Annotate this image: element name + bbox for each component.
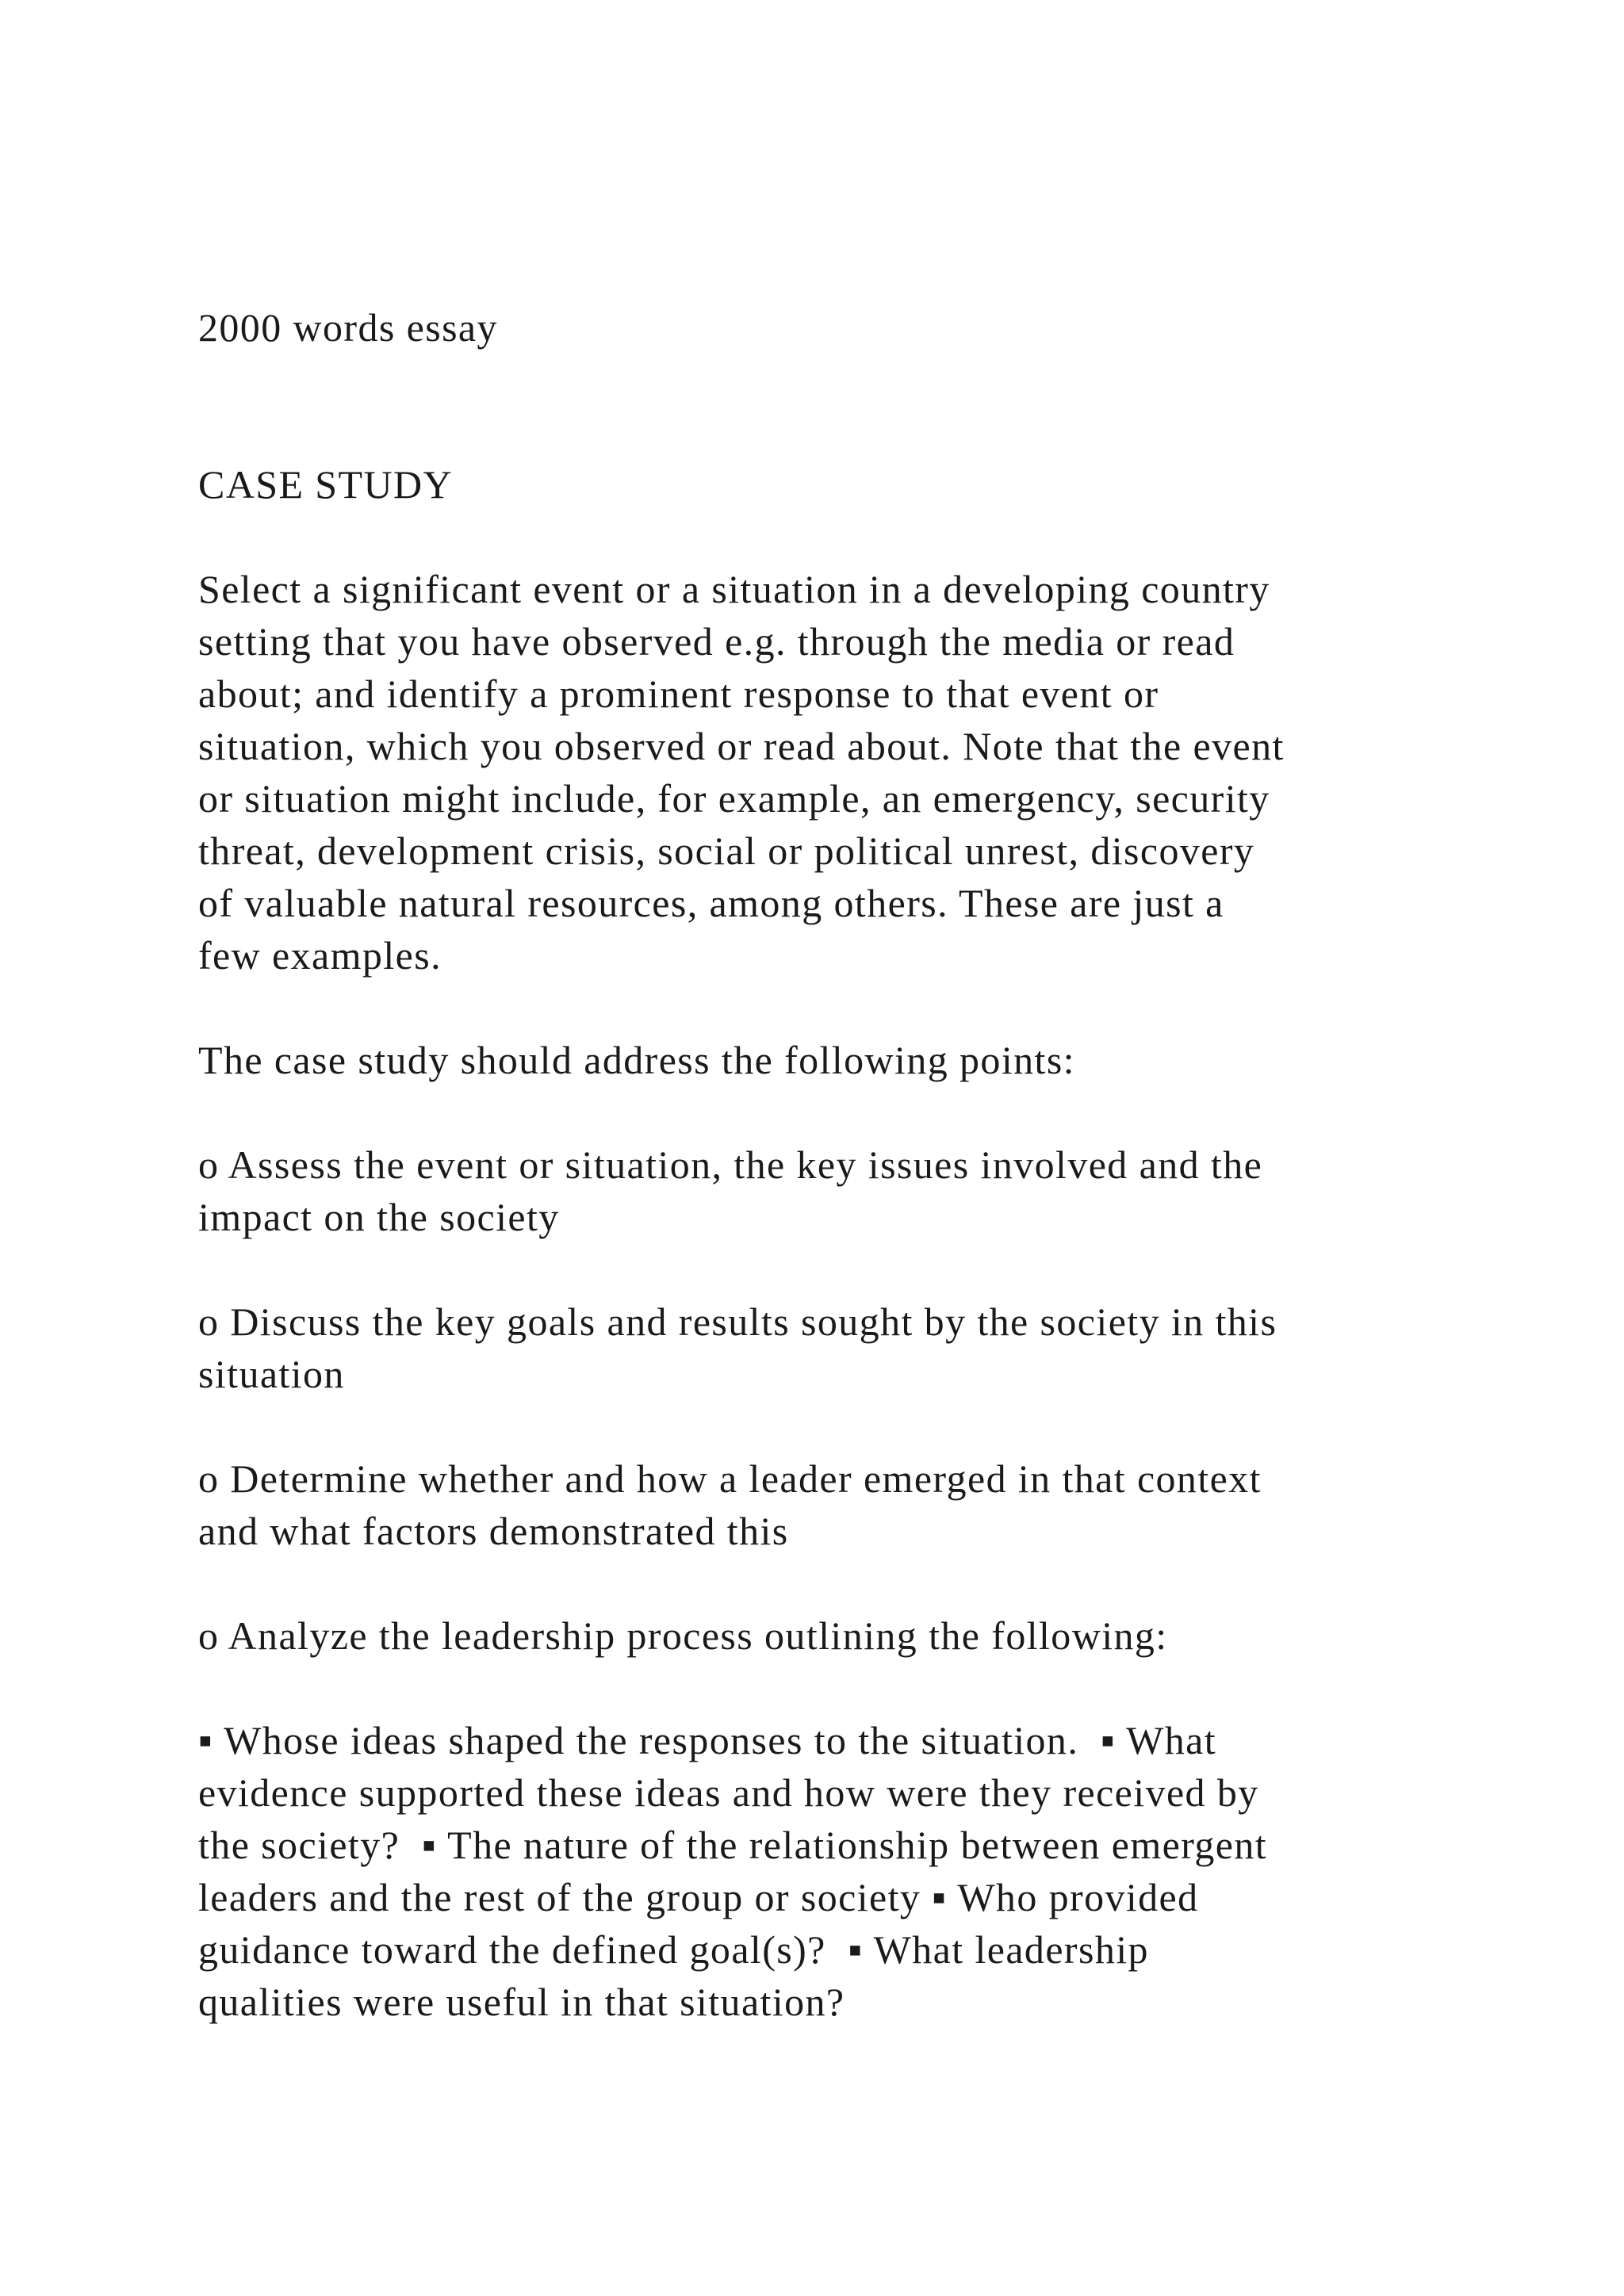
sub-points-line: leaders and the rest of the group or society ▪ Who provided [198,1875,1199,1919]
point-item-line: and what factors demonstrated this [198,1509,789,1553]
prompt-line: about; and identify a prominent response to that event or [198,672,1159,716]
prompt-line: Select a significant event or a situation in a developing country [198,567,1270,611]
prompt-line: setting that you have observed e.g. through the media or read [198,619,1235,664]
sub-points-line: the society? ▪ The nature of the relationship between emergent [198,1823,1268,1867]
point-item-line: o Analyze the leadership process outlining the following: [198,1613,1168,1658]
sub-points-line: qualities were useful in that situation? [198,1980,845,2024]
sub-points-line: ▪ Whose ideas shaped the responses to the situation. ▪ What [198,1718,1217,1762]
point-item-line: o Determine whether and how a leader emerged in that context [198,1456,1262,1501]
sub-points-line: evidence supported these ideas and how were they received by [198,1770,1259,1815]
sub-points-line: guidance toward the defined goal(s)? ▪ What leadership [198,1927,1149,1972]
point-item-line: o Assess the event or situation, the key issues involved and the [198,1142,1263,1187]
document-title: 2000 words essay [198,305,498,350]
section-heading: CASE STUDY [198,462,453,507]
points-intro: The case study should address the following points: [198,1038,1075,1082]
prompt-line: few examples. [198,933,442,978]
prompt-line: situation, which you observed or read about. Note that the event [198,724,1285,768]
prompt-line: of valuable natural resources, among others. These are just a [198,881,1224,925]
prompt-line: or situation might include, for example, an emergency, security [198,776,1270,821]
point-item-line: situation [198,1352,345,1396]
point-item-line: o Discuss the key goals and results sought by the society in this [198,1299,1277,1344]
point-item-line: impact on the society [198,1195,560,1239]
prompt-line: threat, development crisis, social or political unrest, discovery [198,828,1255,873]
